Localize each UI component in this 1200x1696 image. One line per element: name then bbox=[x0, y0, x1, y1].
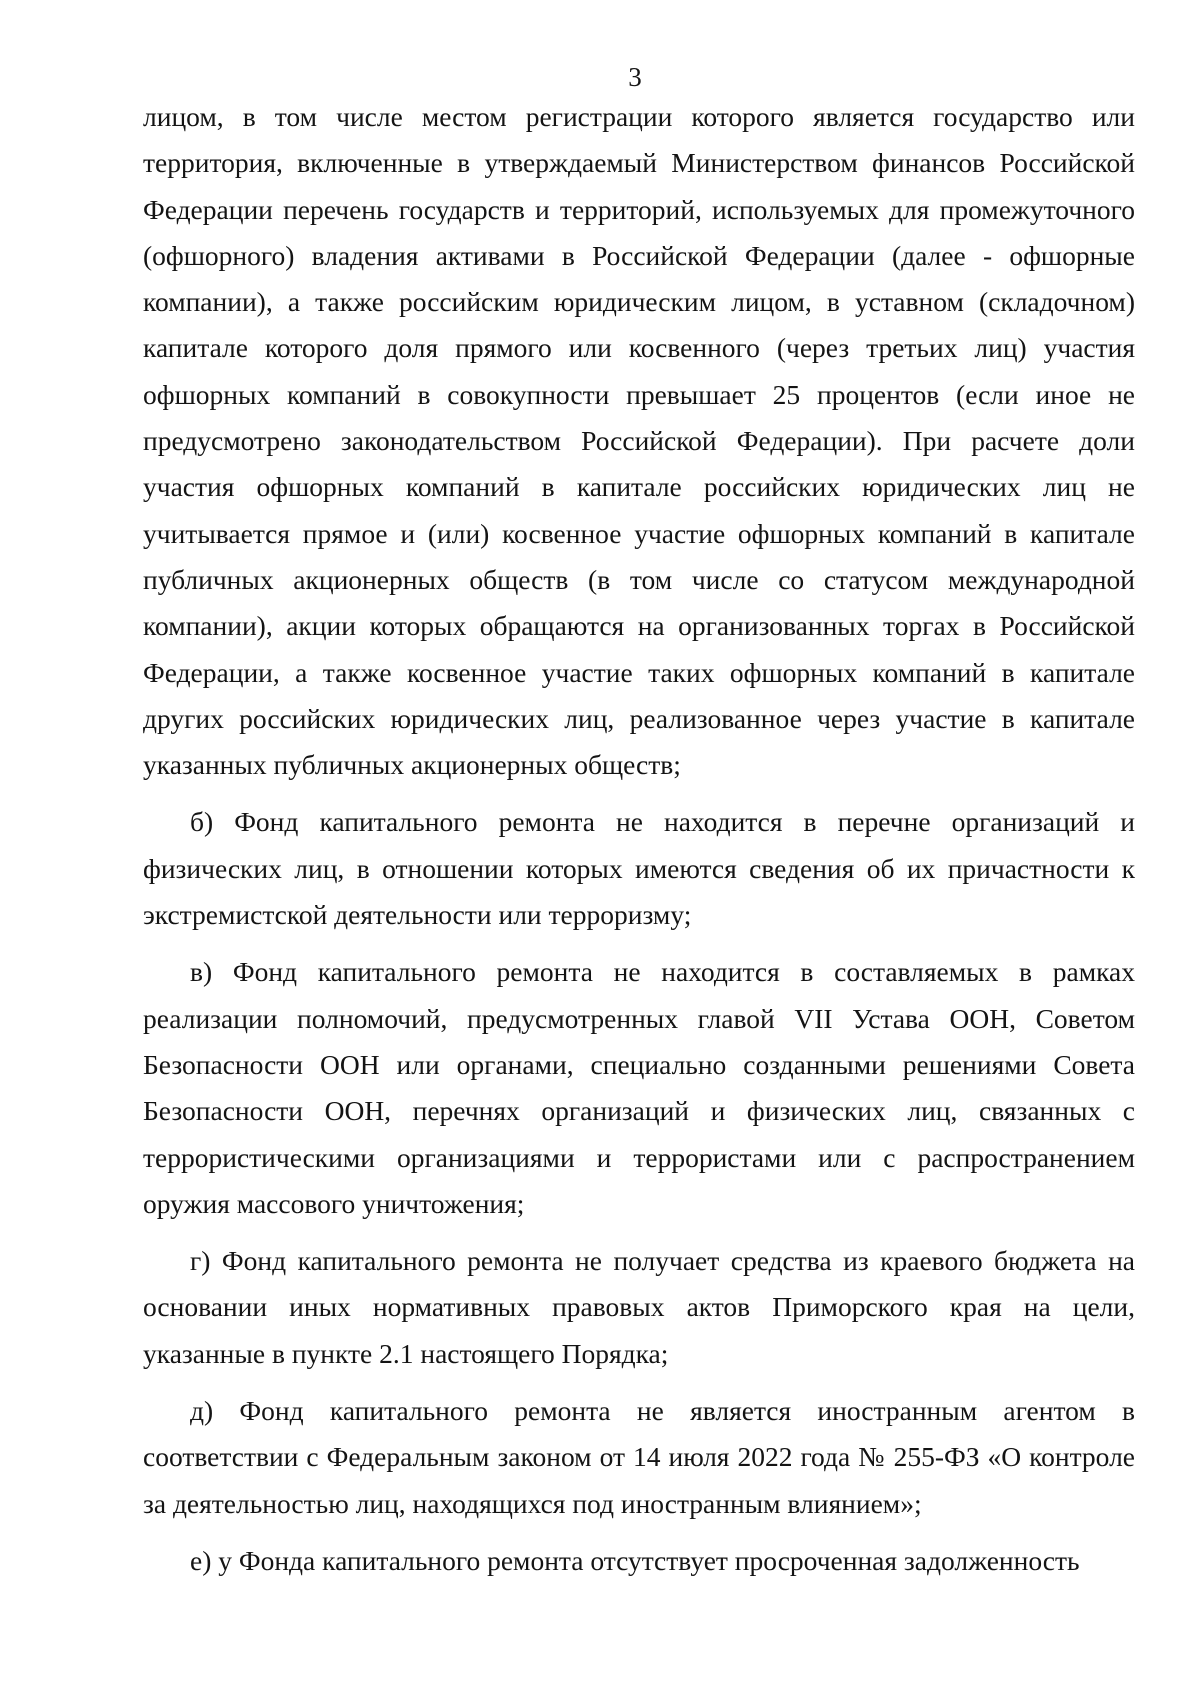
document-body bbox=[143, 94, 1135, 1584]
paragraph-d-foreign-agent: д) Фонд капитального ремонта не является иностранным агентом в соответствии с Федеральным законом от 14 июля 2022 года № 255-ФЗ «О контроле за деятельностью лиц, находящихся под иностранным влиянием»; bbox=[143, 1395, 1135, 1519]
paragraph-g-regional-budget: г) Фонд капитального ремонта не получает средства из краевого бюджета на основании иных нормативных правовых актов Приморского края на цели, указанные в пункте 2.1 настоящего Порядка; bbox=[143, 1245, 1135, 1369]
paragraph-v-un-security-council: в) Фонд капитального ремонта не находится в составляемых в рамках реализации полномочий, предусмотренных главой VII Устава ООН, Советом Безопасности ООН или органами, специально созданными решениями Совета Безопасности ООН, перечнях организаций и физических лиц, связанных с террористическими организациями и террористами или с распространением оружия массового уничтожения; bbox=[143, 956, 1135, 1219]
paragraph-b-extremism: б) Фонд капитального ремонта не находится в перечне организаций и физических лиц, в отношении которых имеются сведения об их причастности к экстремистской деятельности или терроризму; bbox=[143, 806, 1135, 931]
page-number: 3 bbox=[628, 62, 642, 92]
paragraph-e-overdue-debt: е) у Фонда капитального ремонта отсутствует просроченная задолженность bbox=[190, 1544, 1080, 1576]
paragraph-offshore-continuation: лицом, в том числе местом регистрации которого является государство или территория, включенные в утверждаемый Министерством финансов Российской Федерации перечень государств и территорий, используемых для промежуточного (офшорного) владения активами в Российской Федерации (далее - офшорные компании), а также российским юридическим лицом, в уставном (складочном) капитале которого доля прямого или косвенного (через третьих лиц) участия офшорных компаний в совокупности превышает 25 процентов (если иное не предусмотрено законодательством Российской Федерации). При расчете доли участия офшорных компаний в капитале российских юридических лиц не учитывается прямое и (или) косвенное участие офшорных компаний в капитале публичных акционерных обществ (в том числе со статусом международной компании), акции которых обращаются на организованных торгах в Российской Федерации, а также косвенное участие таких офшорных компаний в капитале других российских юридических лиц, реализованное через участие в капитале указанных публичных акционерных обществ; bbox=[143, 101, 1135, 781]
